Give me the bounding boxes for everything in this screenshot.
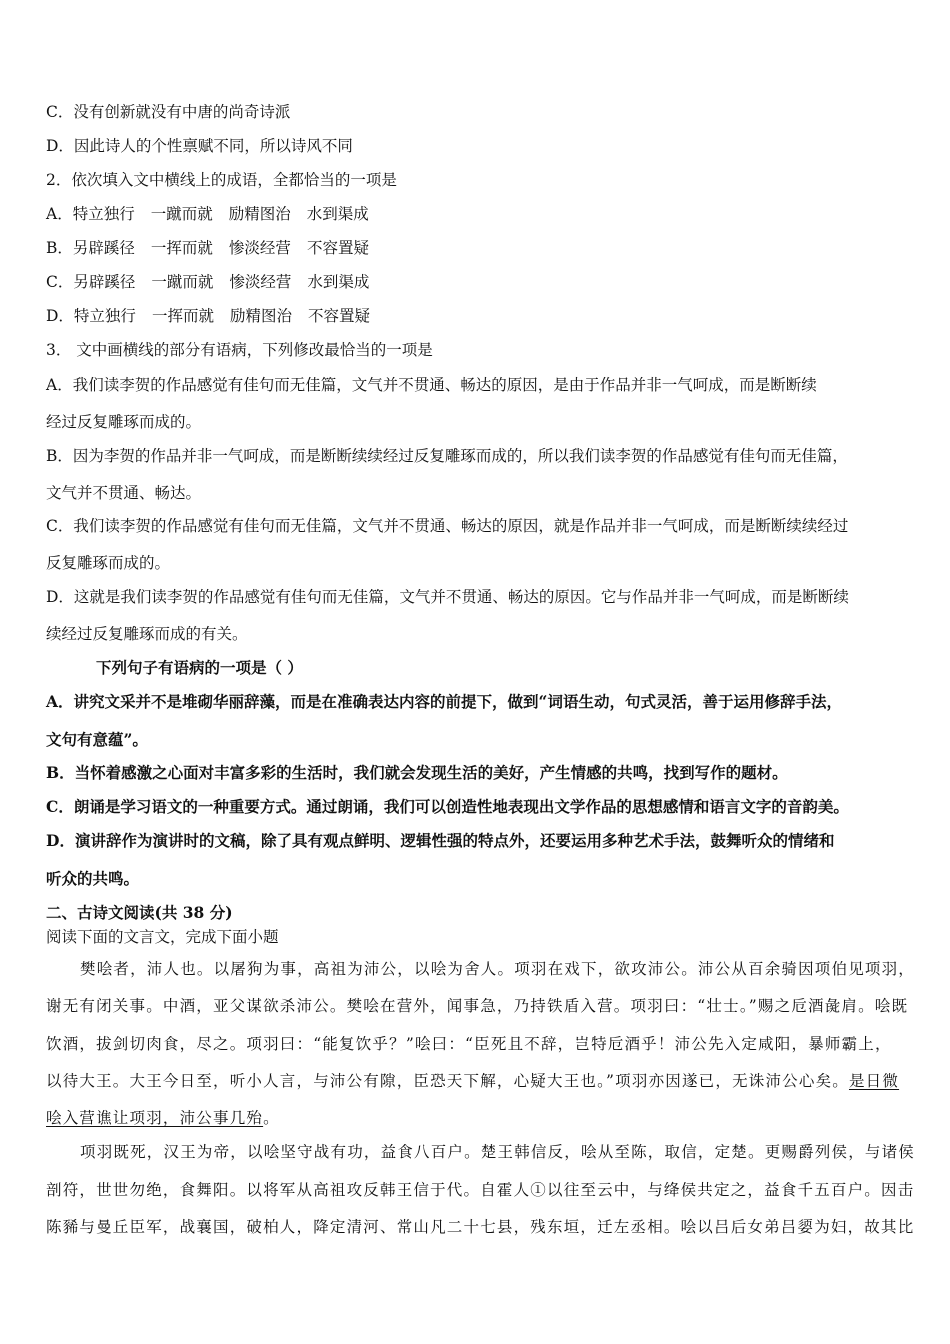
q2-option-b: B．另辟蹊径 一挥而就 惨淡经营 不容置疑: [46, 239, 369, 257]
q3-option-c-line2: 反复雕琢而成的。: [46, 554, 171, 572]
q1-option-d: D．因此诗人的个性禀赋不同，所以诗风不同: [46, 137, 353, 155]
section-heading: 二、古诗文阅读(共 38 分): [46, 903, 233, 922]
q2-option-c: C．另辟蹊径 一蹴而就 惨淡经营 水到渠成: [46, 273, 370, 291]
q4-option-a-line2: 文句有意蕴”。: [46, 730, 148, 749]
underlined-sentence-part1: 是日微: [848, 1072, 900, 1090]
q2-stem: 2．依次填入文中横线上的成语，全都恰当的一项是: [46, 171, 397, 189]
q4-stem: 下列句子有语病的一项是（ ）: [96, 658, 303, 677]
passage-p1-line2: 谢无有闭关事。中酒，亚父谋欲杀沛公。樊哙在营外，闻事急，乃持铁盾入营。项羽曰：“壮士。”赐之卮酒彘肩。哙既: [46, 997, 909, 1015]
q2-option-d: D．特立独行 一挥而就 励精图治 不容置疑: [46, 307, 370, 325]
underlined-sentence-part2: 哙入营谯让项羽，沛公事几殆: [46, 1109, 264, 1127]
q3-option-c-line1: C．我们读李贺的作品感觉有佳句而无佳篇，文气并不贯通、畅达的原因，就是作品并非一气呵成，而是断断续续经过: [46, 517, 849, 535]
q4-option-a-line1: A．讲究文采并不是堆砌华丽辞藻，而是在准确表达内容的前提下，做到“词语生动，句式灵活，善于运用修辞手法，: [46, 692, 842, 711]
q3-stem: 3． 文中画横线的部分有语病，下列修改最恰当的一项是: [46, 341, 433, 359]
q3-option-b-line1: B．因为李贺的作品并非一气呵成，而是断断续续经过反复雕琢而成的，所以我们读李贺的作品感觉有佳句而无佳篇，: [46, 447, 848, 465]
passage-p2-line2: 剖符，世世勿绝，食舞阳。以将军从高祖攻反韩王信于代。自霍人①以往至云中，与绛侯共定之，益食千五百户。因击: [46, 1181, 915, 1199]
q4-option-d-line1: D．演讲辞作为演讲时的文稿，除了具有观点鲜明、逻辑性强的特点外，还要运用多种艺术手法，鼓舞听众的情绪和: [46, 831, 835, 850]
passage-p2-line1: 项羽既死，汉王为帝，以哙坚守战有功，益食八百户。楚王韩信反，哙从至陈，取信，定楚。更赐爵列侯，与诸侯: [80, 1143, 916, 1161]
q3-option-d-line1: D．这就是我们读李贺的作品感觉有佳句而无佳篇，文气并不贯通、畅达的原因。它与作品并非一气呵成，而是断断续: [46, 588, 849, 606]
passage-p1-line3: 饮酒，拔剑切肉食，尽之。项羽曰：“能复饮乎？”哙曰：“臣死且不辞，岂特卮酒乎！沛公先入定咸阳，暴师霸上，: [46, 1035, 892, 1053]
passage-p2-line3: 陈豨与曼丘臣军，战襄国，破柏人，降定清河、常山凡二十七县，残东垣，迁左丞相。哙以吕后女弟吕媭为妇，故其比: [46, 1218, 915, 1236]
q2-option-a: A．特立独行 一蹴而就 励精图治 水到渠成: [46, 205, 369, 223]
q4-option-d-line2: 听众的共鸣。: [46, 869, 140, 888]
passage-p1-line1: 樊哙者，沛人也。以屠狗为事，高祖为沛公，以哙为舍人。项羽在戏下，欲攻沛公。沛公从百余骑因项伯见项羽，: [80, 960, 916, 978]
q3-option-b-line2: 文气并不贯通、畅达。: [46, 484, 202, 502]
q3-option-a-line2: 经过反复雕琢而成的。: [46, 413, 202, 431]
q4-option-c: C．朗诵是学习语文的一种重要方式。通过朗诵，我们可以创造性地表现出文学作品的思想感情和语言文字的音韵美。: [46, 797, 849, 816]
passage-p1-line4: 以待大王。大王今日至，听小人言，与沛公有隙，臣恐天下解，心疑大王也。”项羽亦因遂已，无诛沛公心矣。是日微: [46, 1072, 900, 1090]
q4-option-b: B．当怀着感激之心面对丰富多彩的生活时，我们就会发现生活的美好，产生情感的共鸣，找到写作的题材。: [46, 763, 788, 782]
q1-option-c: C．没有创新就没有中唐的尚奇诗派: [46, 103, 291, 121]
q3-option-d-line2: 续经过反复雕琢而成的有关。: [46, 625, 248, 643]
q3-option-a-line1: A．我们读李贺的作品感觉有佳句而无佳篇，文气并不贯通、畅达的原因，是由于作品并非一气呵成，而是断断续: [46, 376, 817, 394]
passage-p1-line5: 哙入营谯让项羽，沛公事几殆。: [46, 1109, 280, 1127]
section-instruction: 阅读下面的文言文，完成下面小题: [46, 928, 279, 946]
